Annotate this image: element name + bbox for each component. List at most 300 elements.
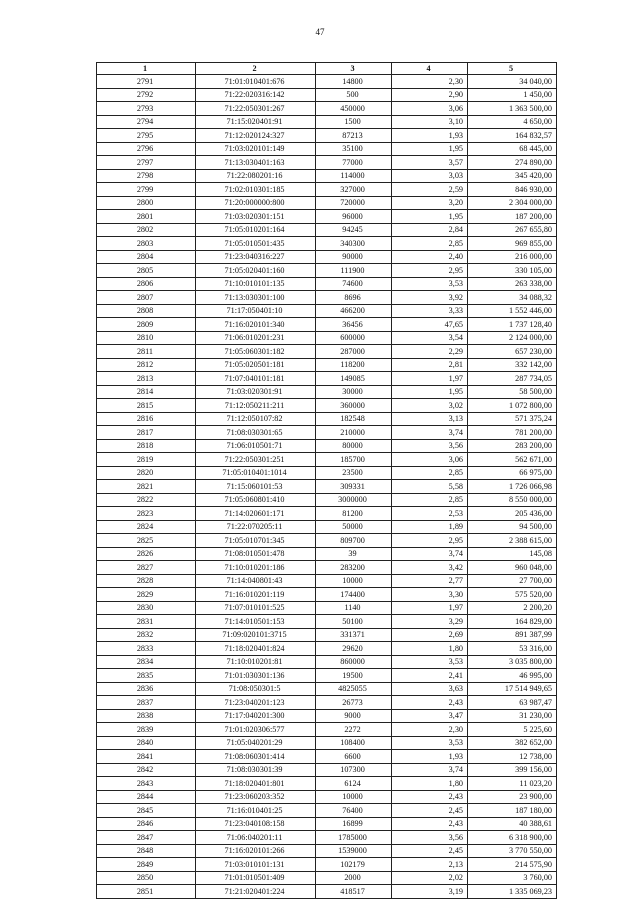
rate-cell: 3,20: [392, 196, 468, 210]
row-number-cell: 2821: [97, 480, 196, 494]
cadastral-number-cell: 71:10:010201:186: [196, 561, 316, 575]
value-cell: 1 363 500,00: [468, 102, 557, 116]
table-row: [97, 142, 557, 156]
rate-cell: 2,90: [392, 88, 468, 102]
cadastral-number-cell: 71:16:010401:25: [196, 804, 316, 818]
rate-cell: 5,58: [392, 480, 468, 494]
rate-cell: 2,85: [392, 493, 468, 507]
rate-cell: 2,95: [392, 534, 468, 548]
table-row: [97, 385, 557, 399]
rate-cell: 47,65: [392, 318, 468, 332]
rate-cell: 3,56: [392, 831, 468, 845]
area-cell: 76400: [316, 804, 392, 818]
value-cell: 283 200,00: [468, 439, 557, 453]
cadastral-number-cell: 71:12:050211:211: [196, 399, 316, 413]
row-number-cell: 2804: [97, 250, 196, 264]
cadastral-number-cell: 71:05:010401:1014: [196, 466, 316, 480]
cadastral-number-cell: 71:01:010501:409: [196, 871, 316, 885]
cadastral-number-cell: 71:08:010501:478: [196, 547, 316, 561]
table-row: [97, 858, 557, 872]
cadastral-number-cell: 71:05:040201:29: [196, 736, 316, 750]
cadastral-number-cell: 71:02:010301:185: [196, 183, 316, 197]
cadastral-number-cell: 71:06:010201:231: [196, 331, 316, 345]
data-table: [96, 62, 557, 899]
row-number-cell: 2818: [97, 439, 196, 453]
rate-cell: 1,95: [392, 385, 468, 399]
rate-cell: 2,84: [392, 223, 468, 237]
table-row: [97, 615, 557, 629]
rate-cell: 3,74: [392, 547, 468, 561]
cadastral-number-cell: 71:08:030301:65: [196, 426, 316, 440]
cadastral-number-cell: 71:03:010101:131: [196, 858, 316, 872]
table-row: [97, 790, 557, 804]
cadastral-number-cell: 71:01:030301:136: [196, 669, 316, 683]
table-row: [97, 777, 557, 791]
cadastral-number-cell: 71:22:020316:142: [196, 88, 316, 102]
table-row: [97, 169, 557, 183]
area-cell: 210000: [316, 426, 392, 440]
row-number-cell: 2850: [97, 871, 196, 885]
table-row: [97, 750, 557, 764]
value-cell: 3 770 550,00: [468, 844, 557, 858]
value-cell: 145,08: [468, 547, 557, 561]
rate-cell: 2,45: [392, 844, 468, 858]
table-row: [97, 817, 557, 831]
rate-cell: 2,77: [392, 574, 468, 588]
rate-cell: 1,97: [392, 372, 468, 386]
table-row: [97, 183, 557, 197]
cadastral-number-cell: 71:21:020401:224: [196, 885, 316, 899]
rate-cell: 3,92: [392, 291, 468, 305]
row-number-cell: 2796: [97, 142, 196, 156]
rate-cell: 3,42: [392, 561, 468, 575]
row-number-cell: 2839: [97, 723, 196, 737]
area-cell: 600000: [316, 331, 392, 345]
table-row: [97, 466, 557, 480]
cadastral-number-cell: 71:08:060301:414: [196, 750, 316, 764]
area-cell: 340300: [316, 237, 392, 251]
row-number-cell: 2836: [97, 682, 196, 696]
value-cell: 1 552 446,00: [468, 304, 557, 318]
value-cell: 891 387,99: [468, 628, 557, 642]
rate-cell: 2,41: [392, 669, 468, 683]
table-row: [97, 871, 557, 885]
table-row: [97, 75, 557, 89]
table-row: [97, 844, 557, 858]
value-cell: 960 048,00: [468, 561, 557, 575]
value-cell: 657 230,00: [468, 345, 557, 359]
area-cell: 10000: [316, 574, 392, 588]
value-cell: 274 890,00: [468, 156, 557, 170]
rate-cell: 2,45: [392, 804, 468, 818]
area-cell: 10000: [316, 790, 392, 804]
value-cell: 562 671,00: [468, 453, 557, 467]
rate-cell: 1,97: [392, 601, 468, 615]
rate-cell: 2,43: [392, 790, 468, 804]
column-header-4: 4: [392, 63, 468, 75]
cadastral-number-cell: 71:09:020101:3715: [196, 628, 316, 642]
value-cell: 3 035 800,00: [468, 655, 557, 669]
cadastral-number-cell: 71:05:020401:160: [196, 264, 316, 278]
area-cell: 90000: [316, 250, 392, 264]
rate-cell: 3,29: [392, 615, 468, 629]
value-cell: 40 388,61: [468, 817, 557, 831]
rate-cell: 3,13: [392, 412, 468, 426]
value-cell: 1 335 069,23: [468, 885, 557, 899]
row-number-cell: 2792: [97, 88, 196, 102]
area-cell: 50000: [316, 520, 392, 534]
rate-cell: 2,85: [392, 237, 468, 251]
row-number-cell: 2849: [97, 858, 196, 872]
row-number-cell: 2834: [97, 655, 196, 669]
table-row: [97, 358, 557, 372]
value-cell: 5 225,60: [468, 723, 557, 737]
table-row: [97, 493, 557, 507]
table-row: [97, 574, 557, 588]
row-number-cell: 2837: [97, 696, 196, 710]
value-cell: 27 700,00: [468, 574, 557, 588]
cadastral-number-cell: 71:23:040201:123: [196, 696, 316, 710]
row-number-cell: 2823: [97, 507, 196, 521]
area-cell: 360000: [316, 399, 392, 413]
area-cell: 29620: [316, 642, 392, 656]
table-row: [97, 372, 557, 386]
value-cell: 94 500,00: [468, 520, 557, 534]
rate-cell: 3,53: [392, 736, 468, 750]
row-number-cell: 2811: [97, 345, 196, 359]
area-cell: 87213: [316, 129, 392, 143]
area-cell: 35100: [316, 142, 392, 156]
area-cell: 96000: [316, 210, 392, 224]
row-number-cell: 2851: [97, 885, 196, 899]
table-row: [97, 601, 557, 615]
rate-cell: 2,81: [392, 358, 468, 372]
cadastral-number-cell: 71:10:010201:81: [196, 655, 316, 669]
rate-cell: 2,85: [392, 466, 468, 480]
table-row: [97, 547, 557, 561]
cadastral-number-cell: 71:08:030301:39: [196, 763, 316, 777]
table-row: [97, 628, 557, 642]
value-cell: 267 655,80: [468, 223, 557, 237]
cadastral-number-cell: 71:14:040801:43: [196, 574, 316, 588]
cadastral-number-cell: 71:05:060301:182: [196, 345, 316, 359]
row-number-cell: 2831: [97, 615, 196, 629]
rate-cell: 1,89: [392, 520, 468, 534]
value-cell: 846 930,00: [468, 183, 557, 197]
value-cell: 1 072 800,00: [468, 399, 557, 413]
area-cell: 77000: [316, 156, 392, 170]
value-cell: 1 737 128,40: [468, 318, 557, 332]
table-row: [97, 399, 557, 413]
value-cell: 17 514 949,65: [468, 682, 557, 696]
cadastral-number-cell: 71:08:050301:5: [196, 682, 316, 696]
table-row: [97, 264, 557, 278]
table-body: [97, 75, 557, 899]
table-row: [97, 520, 557, 534]
area-cell: 81200: [316, 507, 392, 521]
rate-cell: 3,06: [392, 102, 468, 116]
table-row: [97, 736, 557, 750]
area-cell: 720000: [316, 196, 392, 210]
cadastral-number-cell: 71:18:020401:824: [196, 642, 316, 656]
area-cell: 283200: [316, 561, 392, 575]
area-cell: 114000: [316, 169, 392, 183]
area-cell: 1539000: [316, 844, 392, 858]
rate-cell: 1,80: [392, 777, 468, 791]
table-row: [97, 682, 557, 696]
value-cell: 781 200,00: [468, 426, 557, 440]
area-cell: 1500: [316, 115, 392, 129]
rate-cell: 1,95: [392, 210, 468, 224]
table-row: [97, 304, 557, 318]
cadastral-number-cell: 71:22:050301:251: [196, 453, 316, 467]
header-row: [97, 63, 557, 75]
table-row: [97, 129, 557, 143]
rate-cell: 1,93: [392, 750, 468, 764]
value-cell: 23 900,00: [468, 790, 557, 804]
area-cell: 6600: [316, 750, 392, 764]
value-cell: 2 200,20: [468, 601, 557, 615]
value-cell: 214 575,90: [468, 858, 557, 872]
rate-cell: 2,59: [392, 183, 468, 197]
cadastral-number-cell: 71:22:080201:16: [196, 169, 316, 183]
table-row: [97, 534, 557, 548]
area-cell: 3000000: [316, 493, 392, 507]
value-cell: 205 436,00: [468, 507, 557, 521]
table-row: [97, 453, 557, 467]
row-number-cell: 2846: [97, 817, 196, 831]
area-cell: 1140: [316, 601, 392, 615]
area-cell: 111900: [316, 264, 392, 278]
row-number-cell: 2803: [97, 237, 196, 251]
row-number-cell: 2812: [97, 358, 196, 372]
area-cell: 107300: [316, 763, 392, 777]
row-number-cell: 2805: [97, 264, 196, 278]
cadastral-number-cell: 71:07:040101:181: [196, 372, 316, 386]
table-row: [97, 507, 557, 521]
table-row: [97, 696, 557, 710]
cadastral-number-cell: 71:23:040316:227: [196, 250, 316, 264]
area-cell: 309331: [316, 480, 392, 494]
rate-cell: 3,02: [392, 399, 468, 413]
row-number-cell: 2819: [97, 453, 196, 467]
row-number-cell: 2826: [97, 547, 196, 561]
row-number-cell: 2833: [97, 642, 196, 656]
cadastral-number-cell: 71:23:040108:158: [196, 817, 316, 831]
value-cell: 53 316,00: [468, 642, 557, 656]
value-cell: 11 023,20: [468, 777, 557, 791]
cadastral-number-cell: 71:18:020401:801: [196, 777, 316, 791]
rate-cell: 3,53: [392, 655, 468, 669]
table-row: [97, 426, 557, 440]
value-cell: 164 829,00: [468, 615, 557, 629]
cadastral-number-cell: 71:06:010501:71: [196, 439, 316, 453]
row-number-cell: 2844: [97, 790, 196, 804]
area-cell: 182548: [316, 412, 392, 426]
cadastral-number-cell: 71:01:020306:577: [196, 723, 316, 737]
row-number-cell: 2832: [97, 628, 196, 642]
value-cell: 575 520,00: [468, 588, 557, 602]
area-cell: 331371: [316, 628, 392, 642]
cadastral-number-cell: 71:06:040201:11: [196, 831, 316, 845]
area-cell: 102179: [316, 858, 392, 872]
row-number-cell: 2799: [97, 183, 196, 197]
row-number-cell: 2809: [97, 318, 196, 332]
row-number-cell: 2814: [97, 385, 196, 399]
table-row: [97, 412, 557, 426]
row-number-cell: 2802: [97, 223, 196, 237]
row-number-cell: 2797: [97, 156, 196, 170]
table-row: [97, 723, 557, 737]
area-cell: 174400: [316, 588, 392, 602]
table-row: [97, 318, 557, 332]
row-number-cell: 2815: [97, 399, 196, 413]
value-cell: 399 156,00: [468, 763, 557, 777]
cadastral-number-cell: 71:20:000000:800: [196, 196, 316, 210]
row-number-cell: 2808: [97, 304, 196, 318]
area-cell: 466200: [316, 304, 392, 318]
cadastral-number-cell: 71:14:010501:153: [196, 615, 316, 629]
cadastral-number-cell: 71:03:020301:91: [196, 385, 316, 399]
table-row: [97, 277, 557, 291]
rate-cell: 2,53: [392, 507, 468, 521]
row-number-cell: 2845: [97, 804, 196, 818]
area-cell: 860000: [316, 655, 392, 669]
value-cell: 2 304 000,00: [468, 196, 557, 210]
area-cell: 118200: [316, 358, 392, 372]
rate-cell: 3,03: [392, 169, 468, 183]
value-cell: 216 000,00: [468, 250, 557, 264]
area-cell: 74600: [316, 277, 392, 291]
table-row: [97, 655, 557, 669]
row-number-cell: 2828: [97, 574, 196, 588]
table-row: [97, 588, 557, 602]
cadastral-number-cell: 71:01:010401:676: [196, 75, 316, 89]
table-row: [97, 102, 557, 116]
rate-cell: 2,43: [392, 696, 468, 710]
cadastral-number-cell: 71:13:030401:163: [196, 156, 316, 170]
table-row: [97, 156, 557, 170]
rate-cell: 1,95: [392, 142, 468, 156]
rate-cell: 3,54: [392, 331, 468, 345]
value-cell: 2 124 000,00: [468, 331, 557, 345]
row-number-cell: 2824: [97, 520, 196, 534]
row-number-cell: 2820: [97, 466, 196, 480]
rate-cell: 2,29: [392, 345, 468, 359]
cadastral-number-cell: 71:14:020601:171: [196, 507, 316, 521]
area-cell: 36456: [316, 318, 392, 332]
table-row: [97, 669, 557, 683]
row-number-cell: 2842: [97, 763, 196, 777]
area-cell: 80000: [316, 439, 392, 453]
value-cell: 2 388 615,00: [468, 534, 557, 548]
value-cell: 3 760,00: [468, 871, 557, 885]
table-row: [97, 210, 557, 224]
area-cell: 287000: [316, 345, 392, 359]
area-cell: 809700: [316, 534, 392, 548]
value-cell: 1 726 066,98: [468, 480, 557, 494]
value-cell: 382 652,00: [468, 736, 557, 750]
column-header-5: 5: [468, 63, 557, 75]
rate-cell: 2,43: [392, 817, 468, 831]
column-header-2: 2: [196, 63, 316, 75]
rate-cell: 2,13: [392, 858, 468, 872]
cadastral-number-cell: 71:03:020301:151: [196, 210, 316, 224]
area-cell: 185700: [316, 453, 392, 467]
cadastral-number-cell: 71:22:070205:11: [196, 520, 316, 534]
table-row: [97, 331, 557, 345]
row-number-cell: 2840: [97, 736, 196, 750]
area-cell: 14800: [316, 75, 392, 89]
row-number-cell: 2816: [97, 412, 196, 426]
value-cell: 34 040,00: [468, 75, 557, 89]
table-row: [97, 291, 557, 305]
cadastral-number-cell: 71:16:020101:266: [196, 844, 316, 858]
area-cell: 19500: [316, 669, 392, 683]
area-cell: 450000: [316, 102, 392, 116]
value-cell: 66 975,00: [468, 466, 557, 480]
cadastral-number-cell: 71:15:060101:53: [196, 480, 316, 494]
area-cell: 6124: [316, 777, 392, 791]
area-cell: 30000: [316, 385, 392, 399]
area-cell: 23500: [316, 466, 392, 480]
value-cell: 58 500,00: [468, 385, 557, 399]
rate-cell: 3,33: [392, 304, 468, 318]
table-row: [97, 196, 557, 210]
row-number-cell: 2830: [97, 601, 196, 615]
area-cell: 2000: [316, 871, 392, 885]
table-row: [97, 345, 557, 359]
page-number: 47: [315, 27, 325, 37]
rate-cell: 3,47: [392, 709, 468, 723]
area-cell: 500: [316, 88, 392, 102]
column-header-3: 3: [316, 63, 392, 75]
row-number-cell: 2817: [97, 426, 196, 440]
cadastral-number-cell: 71:05:010701:345: [196, 534, 316, 548]
value-cell: 571 375,24: [468, 412, 557, 426]
cadastral-number-cell: 71:12:020124:327: [196, 129, 316, 143]
row-number-cell: 2847: [97, 831, 196, 845]
rate-cell: 3,30: [392, 588, 468, 602]
row-number-cell: 2813: [97, 372, 196, 386]
table-row: [97, 250, 557, 264]
value-cell: 34 088,32: [468, 291, 557, 305]
rate-cell: 3,74: [392, 426, 468, 440]
table-row: [97, 439, 557, 453]
rate-cell: 2,30: [392, 75, 468, 89]
table-row: [97, 831, 557, 845]
cadastral-number-cell: 71:05:010501:435: [196, 237, 316, 251]
row-number-cell: 2798: [97, 169, 196, 183]
rate-cell: 3,10: [392, 115, 468, 129]
area-cell: 16899: [316, 817, 392, 831]
table-row: [97, 709, 557, 723]
row-number-cell: 2843: [97, 777, 196, 791]
value-cell: 1 450,00: [468, 88, 557, 102]
row-number-cell: 2822: [97, 493, 196, 507]
value-cell: 332 142,00: [468, 358, 557, 372]
row-number-cell: 2807: [97, 291, 196, 305]
table-header: [97, 63, 557, 75]
table-row: [97, 223, 557, 237]
area-cell: 2272: [316, 723, 392, 737]
area-cell: 50100: [316, 615, 392, 629]
value-cell: 164 832,57: [468, 129, 557, 143]
cadastral-number-cell: 71:23:060203:352: [196, 790, 316, 804]
rate-cell: 2,02: [392, 871, 468, 885]
cadastral-number-cell: 71:07:010101:525: [196, 601, 316, 615]
row-number-cell: 2838: [97, 709, 196, 723]
